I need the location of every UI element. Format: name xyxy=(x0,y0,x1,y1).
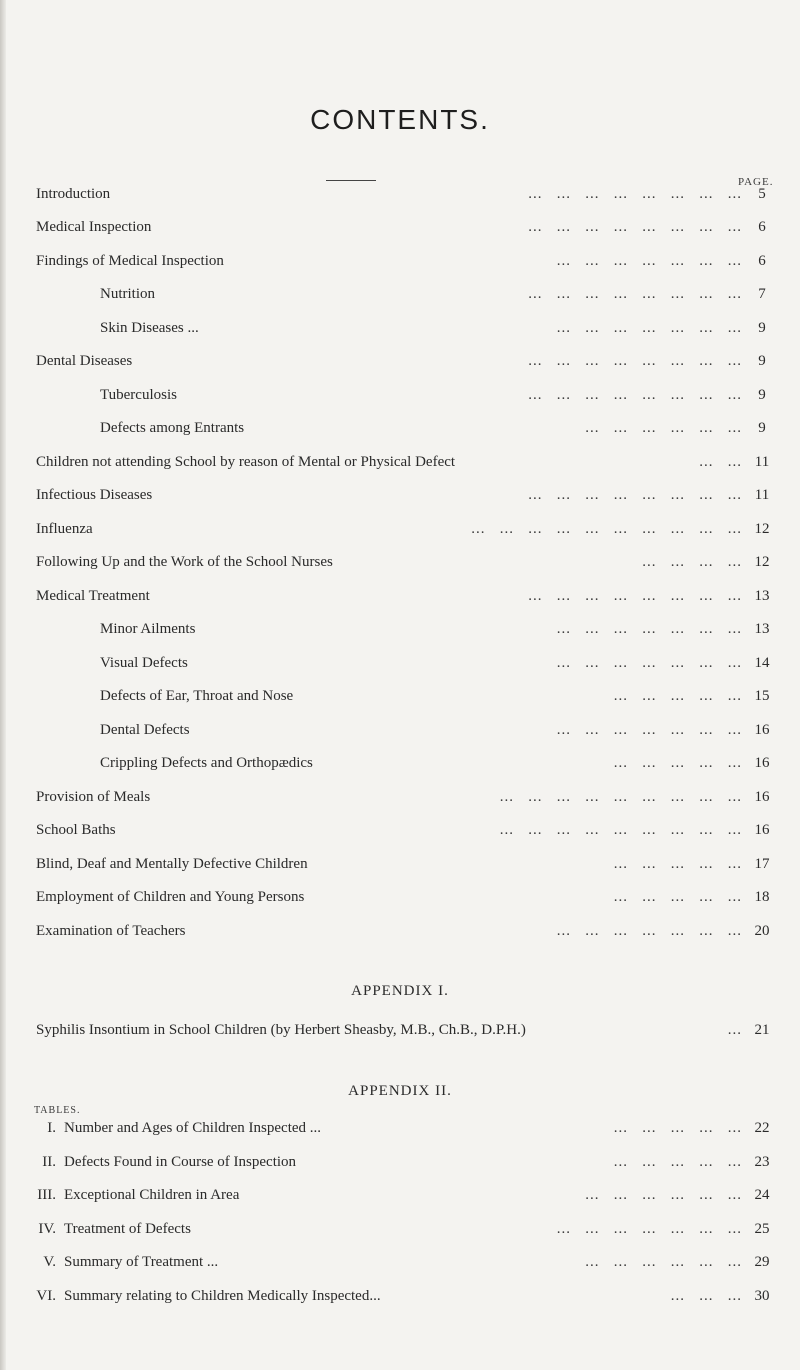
toc-entry-label: Defects of Ear, Throat and Nose xyxy=(100,688,294,704)
leader-dots: ... ... ... ... ... ... ... xyxy=(556,655,742,671)
toc-entry-page: 16 xyxy=(754,789,770,805)
leader-dots: ... ... ... ... ... ... ... ... ... xyxy=(499,822,742,838)
toc-entry-page: 11 xyxy=(754,487,770,503)
toc-entry-page: 9 xyxy=(758,353,766,369)
toc-entry-label: Tuberculosis xyxy=(100,387,177,403)
toc-entry[interactable] xyxy=(0,751,800,775)
table-number: V. xyxy=(43,1254,56,1270)
toc-entry-label: Dental Diseases xyxy=(36,353,133,369)
toc-entry-page: 16 xyxy=(754,822,770,838)
leader-dots: ... ... ... ... ... xyxy=(613,1154,742,1170)
toc-entry[interactable] xyxy=(0,1150,800,1174)
toc-entry-label: School Baths xyxy=(36,822,116,838)
toc-entry[interactable] xyxy=(0,718,800,742)
toc-entry-label: Medical Treatment xyxy=(36,588,150,604)
toc-entry-page: 24 xyxy=(754,1187,770,1203)
leader-dots: ... ... ... ... ... ... ... xyxy=(556,320,742,336)
toc-entry-label: Following Up and the Work of the School Nurses xyxy=(36,554,333,570)
toc-entry[interactable] xyxy=(0,182,800,206)
toc-entry-label: Provision of Meals xyxy=(36,789,151,805)
toc-entry[interactable] xyxy=(0,416,800,440)
leader-dots: ... ... ... ... ... ... ... ... xyxy=(528,487,742,503)
toc-entry[interactable] xyxy=(0,1116,800,1140)
toc-entry-page: 23 xyxy=(754,1154,770,1170)
toc-entry[interactable] xyxy=(0,785,800,809)
leader-dots: ... ... ... ... ... ... ... ... ... ... xyxy=(471,521,742,537)
toc-entry-page: 9 xyxy=(758,387,766,403)
toc-entry[interactable] xyxy=(0,684,800,708)
toc-entry[interactable] xyxy=(0,383,800,407)
toc-entry-page: 30 xyxy=(754,1288,770,1304)
toc-entry[interactable] xyxy=(0,282,800,306)
toc-entry-page: 21 xyxy=(754,1022,770,1038)
leader-dots: ... ... ... ... ... ... ... ... xyxy=(528,588,742,604)
leader-dots: ... ... ... ... ... ... ... ... xyxy=(528,186,742,202)
toc-entry-label: Exceptional Children in Area xyxy=(64,1187,240,1203)
toc-entry-page: 18 xyxy=(754,889,770,905)
toc-entry-page: 17 xyxy=(754,856,770,872)
toc-entry[interactable] xyxy=(0,584,800,608)
toc-entry-page: 16 xyxy=(754,755,770,771)
leader-dots: ... ... ... ... ... ... xyxy=(585,420,742,436)
tables-heading: TABLES. xyxy=(34,1105,81,1116)
toc-entry[interactable] xyxy=(0,316,800,340)
leader-dots: ... ... ... ... ... ... ... xyxy=(556,621,742,637)
toc-entry-label: Findings of Medical Inspection xyxy=(36,253,224,269)
toc-entry-page: 9 xyxy=(758,420,766,436)
toc-entry-label: Influenza xyxy=(36,521,93,537)
table-number: IV. xyxy=(38,1221,56,1237)
leader-dots: ... ... ... ... ... ... ... ... xyxy=(528,387,742,403)
leader-dots: ... ... ... ... ... ... ... ... xyxy=(528,286,742,302)
toc-entry[interactable] xyxy=(0,852,800,876)
leader-dots: ... ... ... xyxy=(670,1288,742,1304)
page-title: CONTENTS. xyxy=(310,104,490,135)
toc-entry[interactable] xyxy=(0,249,800,273)
table-number: III. xyxy=(37,1187,56,1203)
leader-dots: ... ... ... ... ... ... ... ... ... xyxy=(499,789,742,805)
toc-entry-page: 22 xyxy=(754,1120,770,1136)
table-number: II. xyxy=(42,1154,56,1170)
leader-dots: ... ... ... ... ... xyxy=(613,1120,742,1136)
toc-entry-page: 13 xyxy=(754,588,770,604)
toc-entry-label: Infectious Diseases xyxy=(36,487,153,503)
toc-entry-label: Examination of Teachers xyxy=(36,923,186,939)
toc-entry-label: Blind, Deaf and Mentally Defective Children xyxy=(36,856,308,872)
toc-entry-page: 11 xyxy=(754,454,770,470)
toc-entry-label: Defects Found in Course of Inspection xyxy=(64,1154,297,1170)
toc-entry[interactable] xyxy=(0,617,800,641)
toc-entry[interactable] xyxy=(0,1183,800,1207)
leader-dots: ... ... ... ... ... ... ... xyxy=(556,1221,742,1237)
title-rule xyxy=(326,180,376,181)
leader-dots: ... ... ... ... ... xyxy=(613,856,742,872)
toc-entry[interactable] xyxy=(0,1217,800,1241)
toc-entry[interactable] xyxy=(0,919,800,943)
appendix-2-title: APPENDIX II. xyxy=(348,1083,452,1099)
leader-dots: ... xyxy=(727,1022,742,1038)
toc-entry[interactable] xyxy=(0,517,800,541)
leader-dots: ... ... ... ... ... ... ... xyxy=(556,253,742,269)
toc-entry-label: Employment of Children and Young Persons xyxy=(36,889,305,905)
leader-dots: ... ... ... ... ... ... xyxy=(585,1187,742,1203)
toc-entry-page: 6 xyxy=(758,253,766,269)
leader-dots: ... ... ... ... ... xyxy=(613,755,742,771)
leader-dots: ... ... ... ... ... ... ... ... xyxy=(528,219,742,235)
toc-entry-page: 7 xyxy=(758,286,766,302)
page-column-heading: PAGE. xyxy=(738,176,774,188)
leader-dots: ... ... ... ... ... ... ... ... xyxy=(528,353,742,369)
toc-entry[interactable] xyxy=(0,550,800,574)
leader-dots: ... ... ... ... ... xyxy=(613,688,742,704)
leader-dots: ... ... ... ... ... xyxy=(613,889,742,905)
leader-dots: ... ... ... ... xyxy=(642,554,742,570)
toc-entry-page: 16 xyxy=(754,722,770,738)
appendix-1-title: APPENDIX I. xyxy=(351,983,449,999)
toc-entry-label: Children not attending School by reason of Mental or Physical Defect xyxy=(36,454,456,470)
toc-entry[interactable] xyxy=(0,1250,800,1274)
table-number: I. xyxy=(47,1120,56,1136)
toc-entry-page: 6 xyxy=(758,219,766,235)
toc-entry-page: 12 xyxy=(754,521,770,537)
toc-entry[interactable] xyxy=(0,349,800,373)
toc-entry-label: Visual Defects xyxy=(100,655,188,671)
leader-dots: ... ... xyxy=(699,454,742,470)
toc-entry-label: Number and Ages of Children Inspected ... xyxy=(64,1120,322,1136)
toc-entry-page: 9 xyxy=(758,320,766,336)
toc-entry-label: Dental Defects xyxy=(100,722,190,738)
toc-entry-label: Nutrition xyxy=(100,286,155,302)
toc-entry-page: 13 xyxy=(754,621,770,637)
toc-entry-label: Medical Inspection xyxy=(36,219,152,235)
toc-entry-page: 14 xyxy=(754,655,770,671)
toc-entry[interactable] xyxy=(0,885,800,909)
leader-dots: ... ... ... ... ... ... ... xyxy=(556,923,742,939)
toc-entry-label: Minor Ailments xyxy=(100,621,196,637)
toc-entry[interactable] xyxy=(0,450,800,474)
toc-entry-label: Syphilis Insontium in School Children (by Herbert Sheasby, M.B., Ch.B., D.P.H.) xyxy=(36,1022,526,1038)
toc-entry-label: Defects among Entrants xyxy=(100,420,245,436)
toc-entry-page: 20 xyxy=(754,923,770,939)
toc-entry-label: Introduction xyxy=(36,186,111,202)
toc-entry-page: 12 xyxy=(754,554,770,570)
leader-dots: ... ... ... ... ... ... xyxy=(585,1254,742,1270)
toc-entry-page: 25 xyxy=(754,1221,770,1237)
toc-entry-page: 29 xyxy=(754,1254,770,1270)
toc-entry[interactable] xyxy=(0,483,800,507)
toc-entry-page: 15 xyxy=(754,688,770,704)
toc-entry[interactable] xyxy=(0,1018,800,1042)
toc-entry-page: 5 xyxy=(758,186,766,202)
toc-entry[interactable] xyxy=(0,651,800,675)
toc-entry[interactable] xyxy=(0,818,800,842)
toc-entry[interactable] xyxy=(0,1284,800,1308)
toc-entry-label: Crippling Defects and Orthopædics xyxy=(100,755,313,771)
toc-entry-label: Treatment of Defects xyxy=(64,1221,191,1237)
toc-entry-label: Skin Diseases ... xyxy=(100,320,199,336)
leader-dots: ... ... ... ... ... ... ... xyxy=(556,722,742,738)
toc-entry-label: Summary of Treatment ... xyxy=(64,1254,219,1270)
toc-entry-label: Summary relating to Children Medically Inspected... xyxy=(64,1288,381,1304)
table-number: VI. xyxy=(36,1288,56,1304)
toc-entry[interactable] xyxy=(0,215,800,239)
